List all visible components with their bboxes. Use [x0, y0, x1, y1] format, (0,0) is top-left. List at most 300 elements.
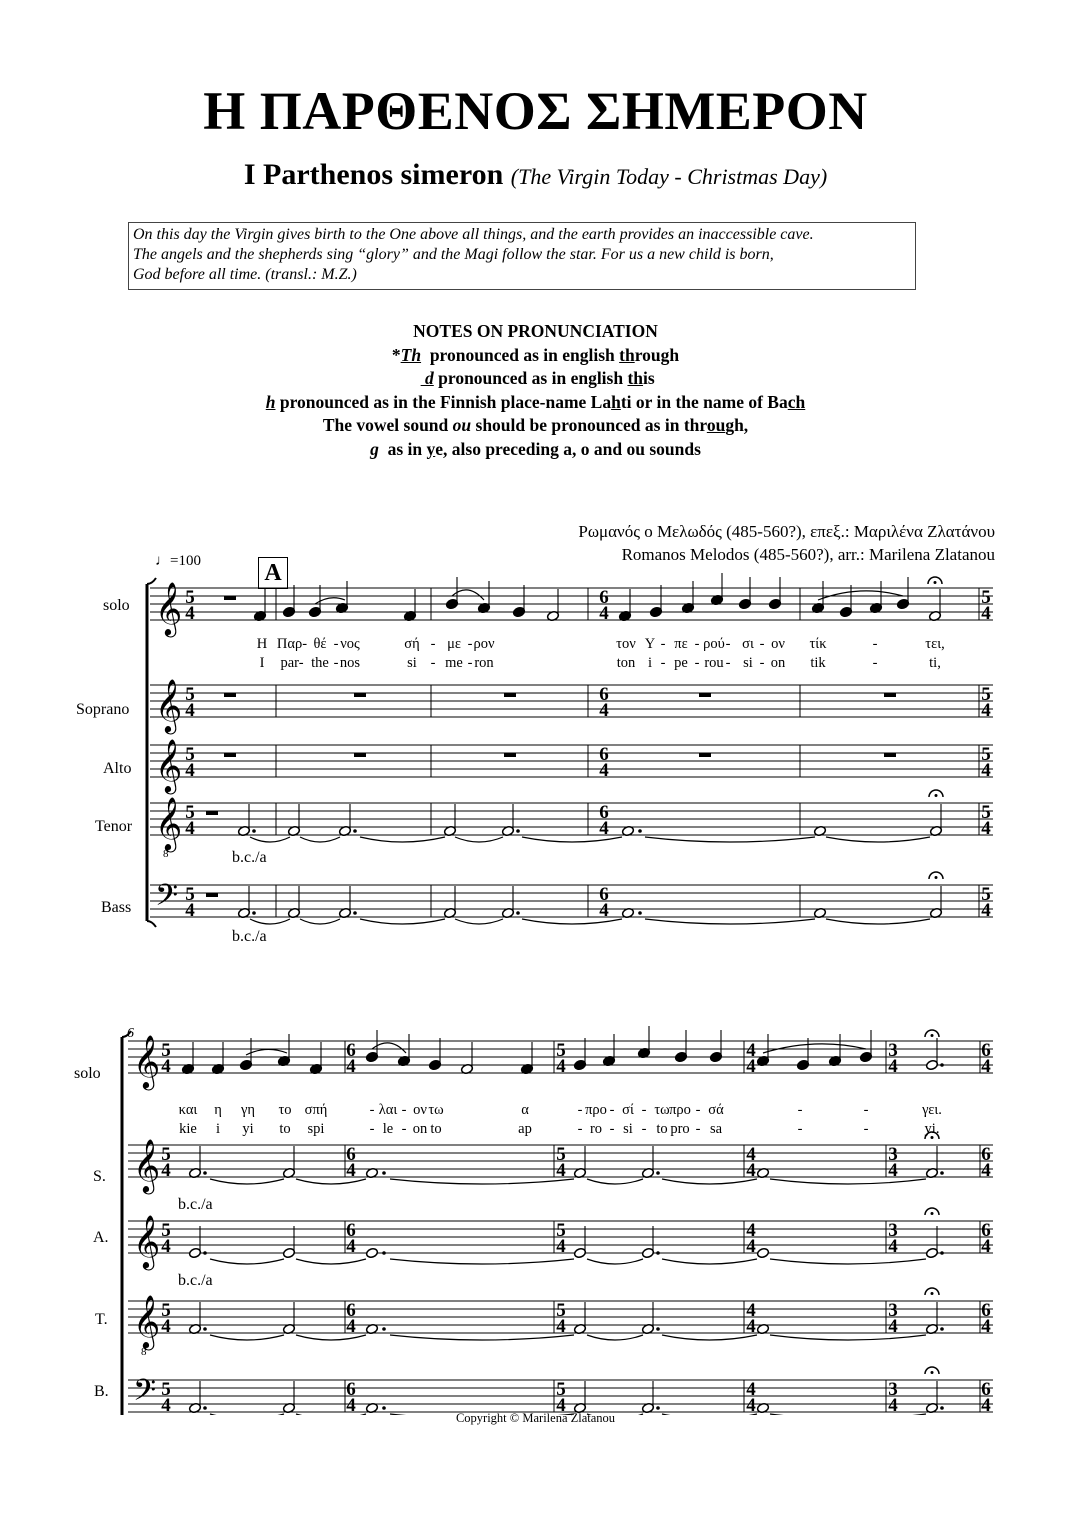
- time-signature-numerator: 5: [556, 1040, 566, 1061]
- lyric-syllable: ti,: [929, 655, 941, 671]
- lyric-syllable: -: [863, 1102, 869, 1118]
- time-signature-numerator: 6: [599, 884, 609, 905]
- tie: [662, 1179, 757, 1184]
- lyric-syllable: -: [401, 1121, 407, 1137]
- lyric-syllable: τον: [616, 636, 636, 652]
- time-signature-numerator: 3: [888, 1040, 898, 1061]
- lyric-syllable: -: [333, 636, 339, 652]
- lyric-syllable: ρον: [473, 636, 495, 652]
- lyric-syllable: -: [430, 636, 436, 652]
- bass-clef-icon: 𝄢: [133, 1374, 157, 1414]
- lyric-syllable: -: [797, 1102, 803, 1118]
- bc-label: b.c./a: [232, 928, 267, 945]
- lyric-syllable: Υ: [644, 636, 656, 652]
- augmentation-dot: [656, 1406, 660, 1410]
- bass-clef-icon: 𝄢: [155, 879, 179, 919]
- credit-greek: Ρωμανός ο Μελωδός (485-560?), επεξ.: Μαριλένα Ζλατάνου: [578, 522, 995, 541]
- fermata-dot: [931, 1371, 934, 1374]
- lyric-syllable: -: [759, 655, 765, 671]
- fermata-dot: [931, 1292, 934, 1295]
- augmentation-dot: [940, 1406, 944, 1410]
- score-system-1: [0, 570, 1071, 950]
- time-signature-numerator: 5: [161, 1144, 171, 1165]
- translation-line: The angels and the shepherds sing “glory” and the Magi follow the star. For us a new child is born,: [133, 246, 774, 263]
- notes-heading: NOTES ON PRONUNCIATION: [413, 321, 658, 341]
- tie: [210, 1179, 284, 1184]
- lyric-syllable: -: [660, 655, 666, 671]
- time-signature-denominator: 4: [346, 1160, 356, 1181]
- lyric-syllable: -: [333, 655, 339, 671]
- augmentation-dot: [252, 829, 256, 833]
- treble-clef-icon: 𝄞: [155, 798, 183, 849]
- augmentation-dot: [382, 1406, 386, 1410]
- time-signature-denominator: 4: [161, 1056, 171, 1077]
- slur: [818, 591, 903, 600]
- augmentation-dot: [638, 911, 642, 915]
- time-signature-numerator: 3: [888, 1379, 898, 1400]
- lyric-syllable: -: [863, 1121, 869, 1137]
- time-signature-denominator: 4: [185, 603, 195, 624]
- augmentation-dot: [656, 1327, 660, 1331]
- bc-label: b.c./a: [178, 1272, 213, 1289]
- time-signature-numerator: 6: [981, 1220, 991, 1241]
- augmentation-dot: [940, 1251, 944, 1255]
- time-signature-denominator: 4: [556, 1316, 566, 1337]
- lyric-syllable: to: [279, 1121, 291, 1137]
- lyric-syllable: si: [623, 1121, 633, 1137]
- lyric-syllable: tik: [810, 655, 826, 671]
- time-signature-numerator: 5: [185, 684, 195, 705]
- measure-number: 6: [127, 1026, 134, 1041]
- lyric-syllable: -: [725, 655, 731, 671]
- lyric-syllable: yi: [242, 1121, 254, 1137]
- rest-icon: [224, 596, 236, 600]
- time-signature-denominator: 4: [185, 900, 195, 921]
- lyric-syllable: kie: [179, 1121, 197, 1137]
- lyric-syllable: -: [759, 636, 765, 652]
- fermata-dot: [935, 794, 938, 797]
- bc-label: b.c./a: [178, 1196, 213, 1213]
- lyric-syllable: -: [609, 1121, 615, 1137]
- lyric-syllable: yi.: [924, 1121, 940, 1137]
- rest-icon: [884, 693, 896, 697]
- time-signature-numerator: 6: [346, 1379, 356, 1400]
- time-signature-denominator: 4: [185, 760, 195, 781]
- lyric-syllable: -: [694, 636, 700, 652]
- subtitle-italic: (The Virgin Today - Christmas Day): [510, 164, 828, 189]
- lyric-syllable: par-: [280, 655, 304, 671]
- lyric-syllable: -: [369, 1102, 375, 1118]
- lyric-syllable: Η: [256, 636, 268, 652]
- lyric-syllable: και: [178, 1102, 198, 1118]
- lyric-syllable: -: [609, 1102, 615, 1118]
- rehearsal-mark: A: [258, 557, 288, 589]
- lyric-syllable: -: [694, 655, 700, 671]
- tie: [296, 1259, 366, 1264]
- lyric-syllable: -: [577, 1121, 583, 1137]
- lyric-syllable: I: [259, 655, 265, 671]
- notes-line: d pronounced as in english this: [420, 368, 655, 388]
- lyric-syllable: to: [656, 1121, 668, 1137]
- time-signature-denominator: 4: [746, 1395, 756, 1415]
- time-signature-numerator: 5: [161, 1040, 171, 1061]
- lyric-syllable: α: [521, 1102, 529, 1118]
- augmentation-dot: [382, 1327, 386, 1331]
- lyric-syllable: the: [311, 655, 329, 671]
- tie: [360, 837, 445, 842]
- lyric-syllable: -: [430, 655, 436, 671]
- lyric-syllable: nos: [339, 655, 361, 671]
- time-signature-numerator: 6: [599, 587, 609, 608]
- bc-label: b.c./a: [232, 849, 267, 866]
- treble-clef-icon: 𝄞: [155, 583, 183, 634]
- augmentation-dot: [353, 911, 357, 915]
- bracket-hook: [147, 921, 156, 927]
- tie: [300, 919, 340, 924]
- tie: [645, 919, 815, 924]
- augmentation-dot: [656, 1171, 660, 1175]
- tie: [250, 837, 290, 842]
- lyric-syllable: πε: [674, 636, 688, 652]
- copyright: Copyright © Marilena Zlatanou: [455, 1411, 616, 1425]
- augmentation-dot: [382, 1251, 386, 1255]
- tie: [645, 837, 815, 842]
- rest-icon: [354, 693, 366, 697]
- lyric-syllable: rou: [704, 655, 724, 671]
- rest-icon: [699, 693, 711, 697]
- tie: [587, 1179, 643, 1184]
- part-label-tenor: Tenor: [95, 818, 133, 835]
- treble-clef-icon: 𝄞: [133, 1140, 161, 1191]
- lyric-syllable: le: [382, 1121, 394, 1137]
- lyric-syllable: -: [725, 636, 731, 652]
- rest-icon: [224, 693, 236, 697]
- time-signature-denominator: 4: [981, 818, 991, 839]
- part-label-soprano: Soprano: [76, 701, 130, 718]
- slur: [763, 1044, 866, 1053]
- lyric-syllable: on: [770, 655, 786, 671]
- augmentation-dot: [203, 1327, 207, 1331]
- augmentation-dot: [940, 1171, 944, 1175]
- time-signature-denominator: 4: [346, 1056, 356, 1077]
- tie: [390, 1179, 574, 1184]
- augmentation-dot: [516, 829, 520, 833]
- time-signature-numerator: 5: [556, 1220, 566, 1241]
- time-signature-numerator: 6: [981, 1379, 991, 1400]
- tie: [587, 1259, 643, 1264]
- tie: [300, 837, 340, 842]
- lyric-syllable: si: [407, 655, 417, 671]
- time-signature-denominator: 4: [981, 1056, 991, 1077]
- time-signature-numerator: 6: [599, 802, 609, 823]
- translation-box: [128, 222, 916, 290]
- time-signature-numerator: 5: [556, 1144, 566, 1165]
- tie: [210, 1259, 284, 1264]
- augmentation-dot: [353, 829, 357, 833]
- score-system-2: [0, 1025, 1071, 1415]
- lyric-syllable: τει,: [925, 636, 945, 652]
- time-signature-numerator: 6: [599, 744, 609, 765]
- lyric-syllable: τω: [654, 1102, 670, 1118]
- lyric-syllable: me: [445, 655, 463, 671]
- time-signature-numerator: 5: [981, 802, 991, 823]
- augmentation-dot: [638, 829, 642, 833]
- lyric-syllable: σί: [622, 1102, 634, 1118]
- time-signature-numerator: 3: [888, 1300, 898, 1321]
- fermata-dot: [935, 876, 938, 879]
- lyric-syllable: νος: [340, 636, 360, 652]
- tie: [390, 1259, 574, 1264]
- time-signature-numerator: 5: [981, 884, 991, 905]
- translation-line: God before all time. (transl.: M.Z.): [133, 266, 357, 283]
- lyric-syllable: -: [467, 636, 473, 652]
- augmentation-dot: [656, 1251, 660, 1255]
- time-signature-numerator: 5: [185, 744, 195, 765]
- lyric-syllable: -: [467, 655, 473, 671]
- lyric-syllable: Παρ-: [276, 636, 308, 652]
- tie: [210, 1335, 284, 1340]
- note-head: [365, 1247, 378, 1258]
- time-signature-numerator: 5: [185, 587, 195, 608]
- tie: [455, 837, 503, 842]
- time-signature-denominator: 4: [556, 1395, 566, 1415]
- fermata-dot: [931, 1212, 934, 1215]
- lyric-syllable: προ: [669, 1102, 691, 1118]
- tie: [770, 1259, 926, 1264]
- time-signature-denominator: 4: [981, 900, 991, 921]
- augmentation-dot: [940, 1063, 944, 1067]
- lyric-syllable: σή: [404, 636, 420, 652]
- time-signature-denominator: 4: [599, 760, 609, 781]
- part-label-solo: solo: [103, 597, 130, 614]
- rest-icon: [884, 753, 896, 757]
- lyric-syllable: i: [215, 1121, 221, 1137]
- part-label-alto: Alto: [103, 760, 132, 777]
- part-label-tenor: T.: [95, 1311, 108, 1328]
- notes-line: *Th pronounced as in english through: [391, 344, 680, 365]
- augmentation-dot: [203, 1251, 207, 1255]
- lyric-syllable: γει.: [922, 1102, 942, 1118]
- fermata-dot: [934, 581, 937, 584]
- lyric-syllable: θέ: [313, 636, 327, 652]
- time-signature-denominator: 4: [346, 1316, 356, 1337]
- lyric-syllable: ro: [589, 1121, 603, 1137]
- rest-icon: [224, 753, 236, 757]
- time-signature-denominator: 4: [746, 1056, 756, 1077]
- treble-clef-icon: 𝄞: [155, 680, 183, 731]
- octave-marking: 8: [163, 848, 169, 860]
- lyric-syllable: τίκ: [809, 636, 827, 652]
- lyric-syllable: γη: [241, 1102, 255, 1118]
- time-signature-numerator: 5: [161, 1379, 171, 1400]
- time-signature-numerator: 5: [981, 684, 991, 705]
- lyric-syllable: sa: [709, 1121, 723, 1137]
- augmentation-dot: [382, 1171, 386, 1175]
- time-signature-denominator: 4: [981, 603, 991, 624]
- part-label-solo: solo: [74, 1065, 101, 1082]
- time-signature-numerator: 5: [161, 1220, 171, 1241]
- time-signature-numerator: 4: [746, 1300, 756, 1321]
- lyric-syllable: -: [695, 1102, 701, 1118]
- lyric-syllable: -: [872, 655, 878, 671]
- time-signature-numerator: 4: [746, 1144, 756, 1165]
- time-signature-numerator: 6: [981, 1300, 991, 1321]
- octave-marking: 8: [141, 1346, 147, 1358]
- subtitle-main: I Parthenos simeron: [243, 158, 504, 191]
- time-signature-numerator: 5: [556, 1300, 566, 1321]
- time-signature-numerator: 6: [346, 1144, 356, 1165]
- rest-icon: [354, 753, 366, 757]
- time-signature-denominator: 4: [888, 1316, 898, 1337]
- augmentation-dot: [516, 911, 520, 915]
- time-signature-denominator: 4: [746, 1160, 756, 1181]
- time-signature-numerator: 5: [981, 587, 991, 608]
- time-signature-denominator: 4: [746, 1316, 756, 1337]
- tie: [662, 1259, 757, 1264]
- time-signature-numerator: 4: [746, 1040, 756, 1061]
- time-signature-numerator: 4: [746, 1379, 756, 1400]
- tie: [826, 837, 930, 842]
- time-signature-numerator: 5: [185, 884, 195, 905]
- time-signature-denominator: 4: [599, 603, 609, 624]
- rest-icon: [504, 753, 516, 757]
- tie: [360, 919, 445, 924]
- time-signature-denominator: 4: [346, 1395, 356, 1415]
- time-signature-denominator: 4: [185, 818, 195, 839]
- lyric-syllable: -: [641, 1102, 647, 1118]
- time-signature-numerator: 5: [161, 1300, 171, 1321]
- lyric-syllable: σπή: [304, 1102, 328, 1118]
- time-signature-denominator: 4: [888, 1236, 898, 1257]
- lyric-syllable: -: [797, 1121, 803, 1137]
- time-signature-denominator: 4: [981, 1236, 991, 1257]
- notes-line: The vowel sound ou should be pronounced as in through,: [322, 415, 749, 435]
- subtitle: [0, 158, 1071, 192]
- time-signature-denominator: 4: [556, 1236, 566, 1257]
- lyric-syllable: προ: [585, 1102, 607, 1118]
- lyric-syllable: ρού: [703, 636, 725, 652]
- time-signature-denominator: 4: [161, 1316, 171, 1337]
- rest-icon: [699, 753, 711, 757]
- lyric-syllable: i: [647, 655, 653, 671]
- augmentation-dot: [252, 911, 256, 915]
- lyric-syllable: η: [214, 1102, 222, 1118]
- tie: [390, 1335, 574, 1340]
- notes-line: h pronounced as in the Finnish place-name Lahti or in the name of Bach: [265, 391, 806, 412]
- lyric-syllable: το: [278, 1102, 292, 1118]
- notes-line: g as in ye, also preceding a, o and ou sounds: [370, 438, 701, 459]
- lyric-syllable: ον: [413, 1102, 427, 1118]
- time-signature-numerator: 6: [981, 1040, 991, 1061]
- tie: [662, 1335, 757, 1340]
- lyric-syllable: pe: [674, 655, 688, 671]
- treble-clef-icon: 𝄞: [155, 740, 183, 791]
- lyric-syllable: ον: [771, 636, 785, 652]
- note-head: [756, 1247, 769, 1258]
- credit-latin: Romanos Melodos (485-560?), arr.: Marilena Zlatanou: [621, 545, 995, 564]
- rest-icon: [504, 693, 516, 697]
- treble-clef-icon: 𝄞: [133, 1216, 161, 1267]
- lyric-syllable: -: [695, 1121, 701, 1137]
- time-signature-numerator: 5: [556, 1379, 566, 1400]
- time-signature-numerator: 5: [185, 802, 195, 823]
- time-signature-denominator: 4: [599, 700, 609, 721]
- time-signature-numerator: 6: [346, 1300, 356, 1321]
- slur: [246, 1049, 287, 1055]
- lyric-syllable: -: [577, 1102, 583, 1118]
- time-signature-denominator: 4: [185, 700, 195, 721]
- tie: [826, 919, 930, 924]
- treble-clef-icon: 𝄞: [133, 1036, 161, 1087]
- time-signature-denominator: 4: [981, 700, 991, 721]
- tie: [770, 1335, 926, 1340]
- time-signature-numerator: 3: [888, 1220, 898, 1241]
- lyric-syllable: με: [447, 636, 461, 652]
- pronunciation-notes: [0, 320, 1071, 461]
- rest-icon: [206, 811, 218, 815]
- lyric-syllable: τω: [428, 1102, 444, 1118]
- lyric-syllable: ap: [518, 1121, 532, 1137]
- time-signature-numerator: 6: [981, 1144, 991, 1165]
- time-signature-numerator: 6: [346, 1220, 356, 1241]
- part-label-bass: Bass: [101, 899, 132, 916]
- lyric-syllable: pro: [670, 1121, 690, 1137]
- page-title: Η ΠΑΡΘΕΝΟΣ ΣΗΜΕΡΟΝ: [203, 81, 868, 141]
- time-signature-denominator: 4: [161, 1160, 171, 1181]
- lyric-syllable: λαι: [378, 1102, 398, 1118]
- lyric-syllable: -: [872, 636, 878, 652]
- part-label-bass: B.: [94, 1383, 109, 1400]
- treble-clef-icon: 𝄞: [133, 1296, 161, 1347]
- part-label-alto: A.: [93, 1229, 109, 1246]
- time-signature-denominator: 4: [981, 1395, 991, 1415]
- time-signature-denominator: 4: [981, 1316, 991, 1337]
- lyric-syllable: σά: [708, 1102, 724, 1118]
- lyric-syllable: -: [401, 1102, 407, 1118]
- translation-line: On this day the Virgin gives birth to the One above all things, and the earth provides an inaccessible cave.: [133, 226, 814, 243]
- time-signature-denominator: 4: [599, 818, 609, 839]
- lyric-syllable: si: [743, 655, 753, 671]
- time-signature-numerator: 6: [599, 684, 609, 705]
- part-label-soprano: S.: [93, 1168, 106, 1185]
- lyric-syllable: to: [430, 1121, 442, 1137]
- time-signature-denominator: 4: [981, 1160, 991, 1181]
- lyric-syllable: -: [660, 636, 666, 652]
- augmentation-dot: [203, 1406, 207, 1410]
- time-signature-denominator: 4: [888, 1056, 898, 1077]
- time-signature-denominator: 4: [888, 1395, 898, 1415]
- augmentation-dot: [203, 1171, 207, 1175]
- time-signature-denominator: 4: [599, 900, 609, 921]
- tie: [770, 1179, 926, 1184]
- time-signature-denominator: 4: [746, 1236, 756, 1257]
- time-signature-denominator: 4: [556, 1056, 566, 1077]
- time-signature-numerator: 6: [346, 1040, 356, 1061]
- lyric-syllable: -: [369, 1121, 375, 1137]
- time-signature-denominator: 4: [556, 1160, 566, 1181]
- tie: [250, 919, 290, 924]
- time-signature-numerator: 5: [981, 744, 991, 765]
- tie: [455, 919, 503, 924]
- fermata-dot: [931, 1034, 934, 1037]
- rest-icon: [206, 893, 218, 897]
- lyric-syllable: σι: [742, 636, 754, 652]
- tie: [587, 1335, 643, 1340]
- time-signature-denominator: 4: [888, 1160, 898, 1181]
- lyric-syllable: ron: [474, 655, 494, 671]
- time-signature-numerator: 3: [888, 1144, 898, 1165]
- lyric-syllable: on: [412, 1121, 428, 1137]
